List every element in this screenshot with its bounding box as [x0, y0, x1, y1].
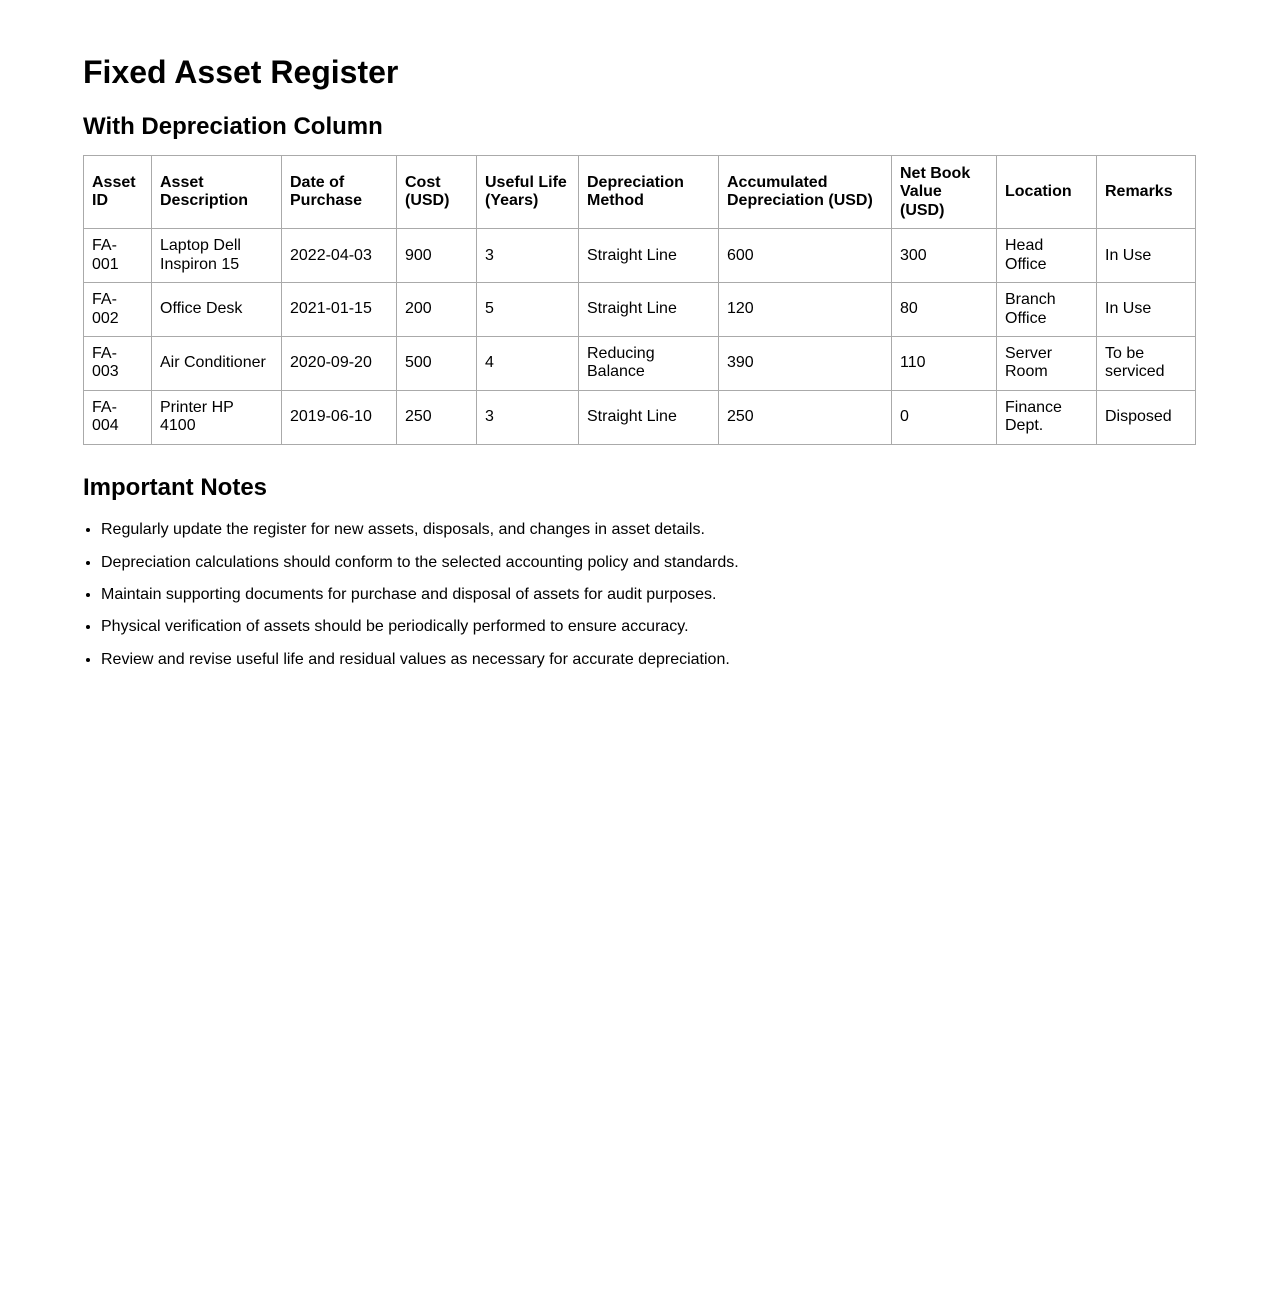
table-row: [84, 283, 1196, 337]
cell-date-of-purchase: 2019-06-10: [282, 390, 397, 444]
cell-cost-usd: 250: [397, 390, 477, 444]
table-row: [84, 229, 1196, 283]
asset-register-table: [83, 155, 1196, 444]
cell-cost-usd: 500: [397, 336, 477, 390]
col-header-remarks: Remarks: [1097, 156, 1196, 229]
col-header-asset-description: Asset Description: [152, 156, 282, 229]
cell-net-book-value: 0: [892, 390, 997, 444]
cell-remarks: In Use: [1097, 229, 1196, 283]
cell-asset-description: Laptop Dell Inspiron 15: [152, 229, 282, 283]
col-header-net-book-value: Net Book Value (USD): [892, 156, 997, 229]
table-row: [84, 390, 1196, 444]
table-header-row: [84, 156, 1196, 229]
col-header-asset-id: Asset ID: [84, 156, 152, 229]
page-subtitle: With Depreciation Column: [83, 112, 383, 140]
cell-accumulated-depreciation: 390: [719, 336, 892, 390]
table-row: [84, 336, 1196, 390]
cell-net-book-value: 80: [892, 283, 997, 337]
cell-cost-usd: 900: [397, 229, 477, 283]
cell-useful-life: 3: [477, 390, 579, 444]
cell-net-book-value: 300: [892, 229, 997, 283]
col-header-depreciation-method: Depreciation Method: [579, 156, 719, 229]
cell-asset-id: FA-003: [84, 336, 152, 390]
cell-accumulated-depreciation: 250: [719, 390, 892, 444]
cell-date-of-purchase: 2022-04-03: [282, 229, 397, 283]
cell-asset-id: FA-001: [84, 229, 152, 283]
cell-asset-description: Printer HP 4100: [152, 390, 282, 444]
col-header-date-of-purchase: Date of Purchase: [282, 156, 397, 229]
cell-depreciation-method: Straight Line: [579, 283, 719, 337]
col-header-cost-usd: Cost (USD): [397, 156, 477, 229]
cell-useful-life: 3: [477, 229, 579, 283]
cell-depreciation-method: Straight Line: [579, 229, 719, 283]
note-item: • Physical verification of assets should be periodically performed to ensure accuracy.: [101, 618, 1195, 636]
cell-location: Finance Dept.: [997, 390, 1097, 444]
cell-remarks: Disposed: [1097, 390, 1196, 444]
note-item: • Maintain supporting documents for purchase and disposal of assets for audit purposes.: [101, 586, 1195, 604]
cell-date-of-purchase: 2020-09-20: [282, 336, 397, 390]
cell-location: Head Office: [997, 229, 1097, 283]
note-item: • Depreciation calculations should conform to the selected accounting policy and standards.: [101, 554, 1195, 572]
cell-depreciation-method: Straight Line: [579, 390, 719, 444]
page-title: Fixed Asset Register: [83, 54, 399, 90]
cell-remarks: To be serviced: [1097, 336, 1196, 390]
cell-asset-id: FA-004: [84, 390, 152, 444]
col-header-useful-life: Useful Life (Years): [477, 156, 579, 229]
col-header-location: Location: [997, 156, 1097, 229]
cell-cost-usd: 200: [397, 283, 477, 337]
notes-list: [83, 521, 1195, 669]
cell-accumulated-depreciation: 600: [719, 229, 892, 283]
cell-useful-life: 4: [477, 336, 579, 390]
cell-accumulated-depreciation: 120: [719, 283, 892, 337]
cell-net-book-value: 110: [892, 336, 997, 390]
col-header-accumulated-depreciation: Accumulated Depreciation (USD): [719, 156, 892, 229]
cell-useful-life: 5: [477, 283, 579, 337]
cell-asset-id: FA-002: [84, 283, 152, 337]
cell-remarks: In Use: [1097, 283, 1196, 337]
cell-asset-description: Air Conditioner: [152, 336, 282, 390]
cell-date-of-purchase: 2021-01-15: [282, 283, 397, 337]
cell-location: Server Room: [997, 336, 1097, 390]
note-item: • Review and revise useful life and residual values as necessary for accurate depreciation.: [101, 651, 1195, 669]
cell-location: Branch Office: [997, 283, 1097, 337]
notes-heading: Important Notes: [83, 473, 268, 501]
cell-asset-description: Office Desk: [152, 283, 282, 337]
cell-depreciation-method: Reducing Balance: [579, 336, 719, 390]
note-item: • Regularly update the register for new assets, disposals, and changes in asset details.: [101, 521, 1195, 539]
